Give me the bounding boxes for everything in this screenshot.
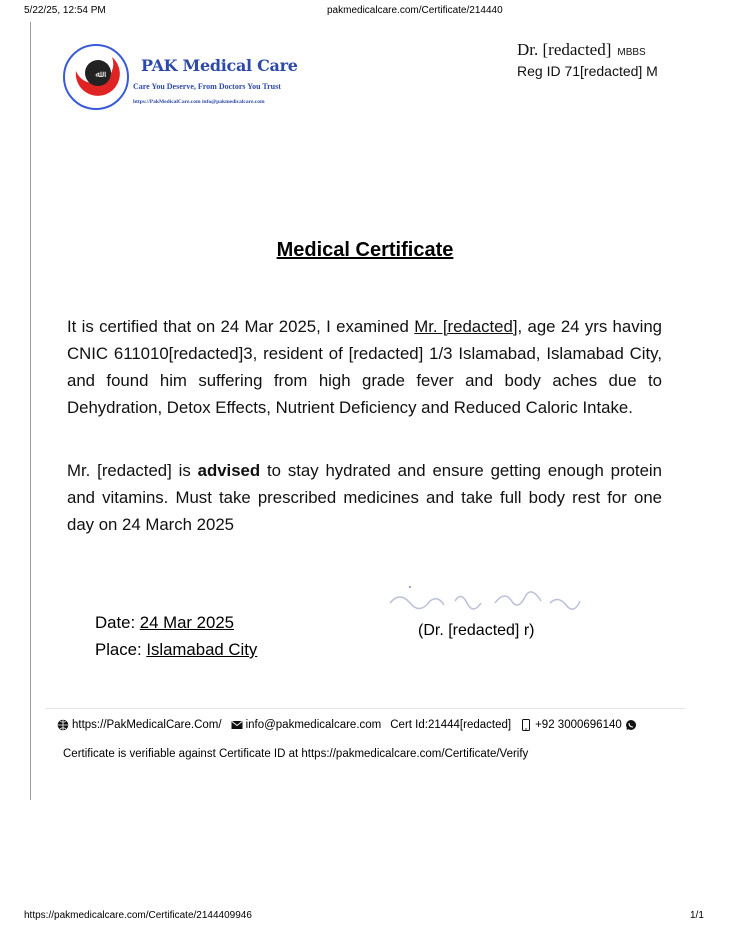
patient-name-2: [redacted]: [97, 461, 172, 480]
certificate-id: Cert Id:21444[redacted]: [390, 719, 512, 731]
place-label: Place:: [95, 640, 147, 659]
svg-text:ﷲ: ﷲ: [95, 70, 101, 80]
doctor-name-block: [517, 40, 646, 60]
print-url: pakmedicalcare.com/Certificate/214440: [327, 5, 503, 16]
cnic-number: 611010[redacted]3: [113, 344, 253, 363]
p1-text: It is certified that on 24 Mar 2025, I examined: [67, 317, 415, 336]
globe-icon: [57, 719, 69, 731]
left-margin-rule: [30, 22, 31, 800]
certificate-paragraph-1: [67, 313, 662, 421]
email-link[interactable]: info@pakmedicalcare.com: [245, 719, 382, 731]
whatsapp-icon: [625, 719, 637, 731]
certificate-paragraph-2: [67, 457, 662, 538]
p1-text-2: , age 24 yrs having CNIC: [67, 317, 662, 363]
signer-name: (Dr. [redacted] r): [418, 622, 535, 639]
website-link[interactable]: https://PakMedicalCare.Com/: [72, 719, 222, 731]
brand-name: PAK Medical Care: [141, 56, 298, 75]
p1-text-4: Islamabad, Islamabad City, and found him suffering from high grade fever and body aches due to Dehydration, Detox Effects, Nutrient Deficiency and Reduced Caloric Intake.: [67, 344, 662, 417]
p2-text-2: is: [171, 461, 198, 480]
envelope-icon: [231, 719, 243, 731]
patient-address: [redacted] 1/3: [348, 344, 453, 363]
date-value: 24 Mar 2025: [139, 613, 235, 632]
brand-tagline: Care You Deserve, From Doctors You Trust: [133, 82, 281, 91]
p1-text-3: , resident of: [252, 344, 349, 363]
print-footer-url: https://pakmedicalcare.com/Certificate/2144409946: [24, 910, 252, 921]
print-datetime: 5/22/25, 12:54 PM: [24, 5, 106, 16]
doctor-degree: MBBS: [617, 47, 646, 58]
doctor-name: Dr. [redacted]: [517, 40, 612, 59]
phone-icon: [520, 719, 532, 731]
certificate-place: [95, 640, 257, 660]
p2-text: Mr.: [67, 461, 98, 480]
doctor-signature: [385, 585, 585, 613]
print-page-number: 1/1: [690, 910, 704, 921]
date-label: Date:: [95, 613, 140, 632]
footer-divider: [45, 708, 685, 709]
place-value: Islamabad City: [146, 640, 258, 659]
footer-contact: [57, 719, 640, 731]
patient-name: Mr. [redacted]: [414, 317, 518, 336]
p2-text-3: to stay hydrated and ensure getting enough protein and vitamins. Must take prescribed medicines and take full body rest for one day on 24 March 2025: [67, 461, 662, 534]
advised-word: advised: [197, 461, 261, 480]
brand-links: https://PakMedicalCare.com info@pakmedicalcare.com: [133, 99, 265, 105]
doctor-registration: Reg ID 71[redacted] M: [517, 63, 658, 79]
verification-note: Certificate is verifiable against Certificate ID at https://pakmedicalcare.com/Certificate/Verify: [63, 748, 529, 760]
phone-number[interactable]: +92 3000696140: [535, 719, 622, 731]
pak-medical-care-logo: [62, 43, 130, 111]
certificate-title: Medical Certificate: [276, 239, 454, 261]
certificate-date: [95, 613, 234, 633]
